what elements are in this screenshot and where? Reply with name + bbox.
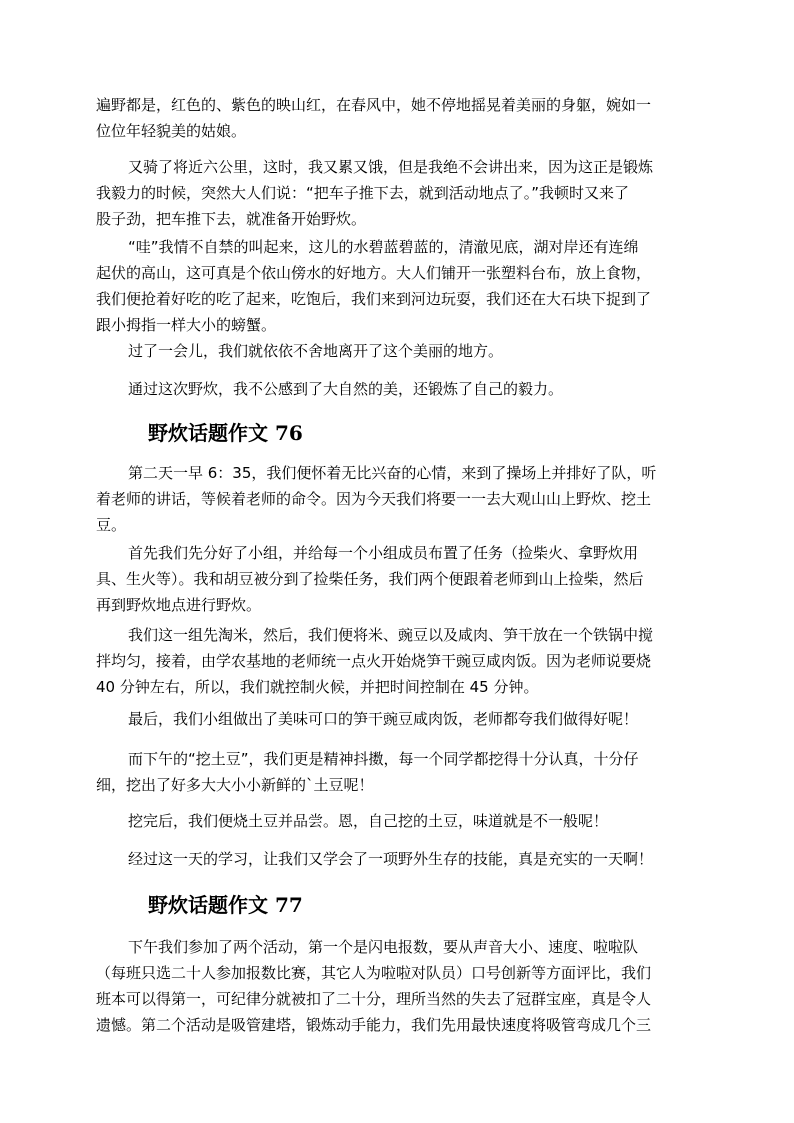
paragraph xyxy=(96,338,696,364)
paragraph xyxy=(96,706,696,732)
text-line: 拌均匀，接着，由学农基地的老师统一点火开始烧笋干豌豆咸肉饭。因为老师说要烧 xyxy=(96,652,652,670)
text-line: 又骑了将近六公里，这时，我又累又饿，但是我绝不会讲出来，因为这正是锻炼 xyxy=(128,158,654,176)
text-line: 下午我们参加了两个活动，第一个是闪电报数，要从声音大小、速度、啦啦队 xyxy=(128,938,639,956)
text-line: 起伏的高山，这可真是个依山傍水的好地方。大人们铺开一张塑料台布，放上食物， xyxy=(96,264,652,282)
paragraph xyxy=(96,376,696,402)
text-line: 第二天一早 6：35，我们便怀着无比兴奋的心情，来到了操场上并排好了队，听 xyxy=(128,464,657,482)
paragraph xyxy=(96,746,696,798)
paragraph xyxy=(96,154,696,232)
text-line: 再到野炊地点进行野炊。 xyxy=(96,596,262,614)
text-line: 我毅力的时候，突然大人们说：“把车子推下去，就到活动地点了。”我顿时又来了 xyxy=(96,184,630,202)
text-line: 我们这一组先淘米，然后，我们便将米、豌豆以及咸肉、笋干放在一个铁锅中搅 xyxy=(128,626,654,644)
section-heading: 野炊话题作文 77 xyxy=(148,893,303,917)
paragraph xyxy=(96,622,696,700)
paragraph xyxy=(96,92,696,144)
paragraph xyxy=(96,934,696,1038)
text-line: “哇”我情不自禁的叫起来，这儿的水碧蓝碧蓝的，清澈见底，湖对岸还有连绵 xyxy=(128,238,639,256)
paragraph xyxy=(96,846,696,872)
text-line: 最后，我们小组做出了美味可口的笋干豌豆咸肉饭，老师都夸我们做得好呢！ xyxy=(128,710,639,728)
paragraph xyxy=(96,540,696,618)
paragraph xyxy=(96,234,696,338)
text-line: 着老师的讲话，等候着老师的命令。因为今天我们将要一一去大观山山上野炊、挖土 xyxy=(96,490,652,508)
section-heading: 野炊话题作文 76 xyxy=(148,421,303,445)
text-line: 我们便抢着好吃的吃了起来，吃饱后，我们来到河边玩耍，我们还在大石块下捉到了 xyxy=(96,290,652,308)
text-line: 跟小拇指一样大小的螃蟹。 xyxy=(96,316,277,334)
text-line: 通过这次野炊，我不公感到了大自然的美，还锻炼了自己的毅力。 xyxy=(128,380,564,398)
text-line: 遗憾。第二个活动是吸管建塔，锻炼动手能力，我们先用最快速度将吸管弯成几个三 xyxy=(96,1016,652,1034)
text-line: 具、生火等）。我和胡豆被分到了捡柴任务，我们两个便跟着老师到山上捡柴，然后 xyxy=(96,570,644,588)
text-line: 经过这一天的学习，让我们又学会了一项野外生存的技能，真是充实的一天啊！ xyxy=(128,850,654,868)
text-line: 豆。 xyxy=(96,516,127,534)
text-line: 过了一会儿，我们就依依不舍地离开了这个美丽的地方。 xyxy=(128,342,504,360)
text-line: 遍野都是，红色的、紫色的映山红，在春风中，她不停地摇晃着美丽的身躯，婉如一 xyxy=(96,96,652,114)
paragraph xyxy=(96,460,696,538)
text-line: 40 分钟左右，所以，我们就控制火候，并把时间控制在 45 分钟。 xyxy=(96,678,539,696)
text-line: 挖完后，我们便烧土豆并品尝。恩，自己挖的土豆，味道就是不一般呢！ xyxy=(128,812,609,830)
paragraph xyxy=(96,808,696,834)
text-line: 而下午的“挖土豆”，我们更是精神抖擞，每一个同学都挖得十分认真，十分仔 xyxy=(128,750,639,768)
text-line: 位位年轻貌美的姑娘。 xyxy=(96,122,247,140)
text-line: 首先我们先分好了小组，并给每一个小组成员布置了任务（捡柴火、拿野炊用 xyxy=(128,544,639,562)
text-line: 股子劲，把车推下去，就准备开始野炊。 xyxy=(96,210,367,228)
text-line: 细，挖出了好多大大小小新鲜的`土豆呢！ xyxy=(96,776,374,794)
text-line: 班本可以得第一，可纪律分就被扣了二十分，理所当然的失去了冠群宝座，真是令人 xyxy=(96,990,652,1008)
text-line: （每班只选二十人参加报数比赛，其它人为啦啦对队员）口号创新等方面评比，我们 xyxy=(96,964,652,982)
